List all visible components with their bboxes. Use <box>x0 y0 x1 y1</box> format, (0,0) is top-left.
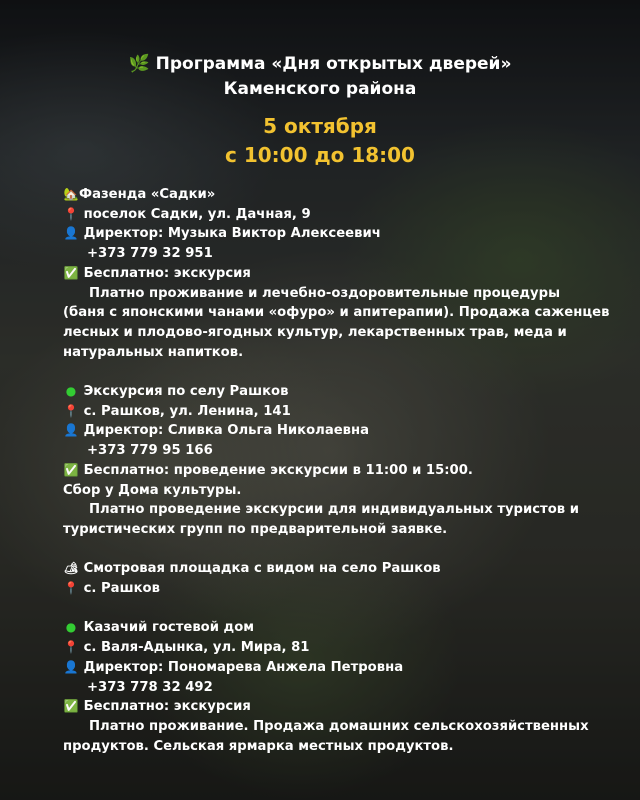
header <box>0 52 640 170</box>
paid-offer-cont: продуктов. Сельская ярмарка местных продуктов. <box>63 738 454 754</box>
section-cossack-house <box>63 618 623 756</box>
address: с. Рашков, ул. Ленина, 141 <box>83 403 291 419</box>
address: с. Валя-Адынка, ул. Мира, 81 <box>83 640 310 656</box>
house-icon: 🏡 <box>63 187 79 201</box>
section-fazenda <box>63 185 623 362</box>
check-icon: ✅ <box>63 265 79 280</box>
paid-offer: Платно проведение экскурсии для индивидуальных туристов и <box>89 502 579 518</box>
herb-icon: 🌿 <box>128 54 150 74</box>
director: Директор: Музыка Виктор Алексеевич <box>83 226 381 242</box>
pin-icon: 📍 <box>63 640 79 655</box>
section-title: Фазенда «Садки» <box>79 187 216 202</box>
person-icon: 👤 <box>63 423 79 438</box>
section-title: Экскурсия по селу Рашков <box>83 384 289 400</box>
check-icon: ✅ <box>63 462 79 477</box>
person-icon: 👤 <box>63 226 79 241</box>
pin-icon: 📍 <box>63 581 79 596</box>
title-line-2: Каменского района <box>223 79 417 99</box>
paid-offer-cont: туристических групп по предварительной заявке. <box>63 521 448 537</box>
paid-offer: Платно проживание и лечебно-оздоровительные процедуры <box>89 285 561 301</box>
person-icon: 👤 <box>63 659 79 674</box>
free-offer: Бесплатно: проведение экскурсии в 11:00 и 15:00. <box>83 462 473 478</box>
phone: +373 779 32 951 <box>87 246 213 262</box>
green-circle-icon: ● <box>65 620 77 635</box>
section-title: Смотровая площадка с видом на село Рашков <box>83 561 441 577</box>
free-offer: Бесплатно: экскурсия <box>83 265 251 281</box>
program-list <box>63 185 623 756</box>
phone: +373 779 95 166 <box>87 443 213 459</box>
paid-offer: Платно проживание. Продажа домашних сельскохозяйственных <box>89 718 589 734</box>
free-offer: Бесплатно: экскурсия <box>83 699 251 715</box>
event-time: с 10:00 до 18:00 <box>225 143 415 167</box>
green-circle-icon: ● <box>65 384 77 399</box>
pin-icon: 📍 <box>63 206 79 221</box>
section-title: Казачий гостевой дом <box>83 620 255 636</box>
director: Директор: Пономарева Анжела Петровна <box>83 659 404 675</box>
camping-icon: 🏕 <box>63 561 79 576</box>
section-viewpoint <box>63 559 623 598</box>
check-icon: ✅ <box>63 699 79 714</box>
paid-offer-cont: (баня с японскими чанами «офуро» и апитерапии). Продажа саженцев лесных и плодово-ягодных культур, лекарственных трав, меда и натуральных напитков. <box>63 305 610 360</box>
pin-icon: 📍 <box>63 403 79 418</box>
address: с. Рашков <box>83 581 160 597</box>
section-rashkov-tour <box>63 382 623 540</box>
event-date: 5 октября <box>263 114 377 138</box>
phone: +373 778 32 492 <box>87 679 213 695</box>
free-offer-cont: Сбор у Дома культуры. <box>63 482 242 498</box>
title-line-1: Программа «Дня открытых дверей» <box>155 54 512 74</box>
director: Директор: Сливка Ольга Николаевна <box>83 423 370 439</box>
address: поселок Садки, ул. Дачная, 9 <box>83 206 311 222</box>
